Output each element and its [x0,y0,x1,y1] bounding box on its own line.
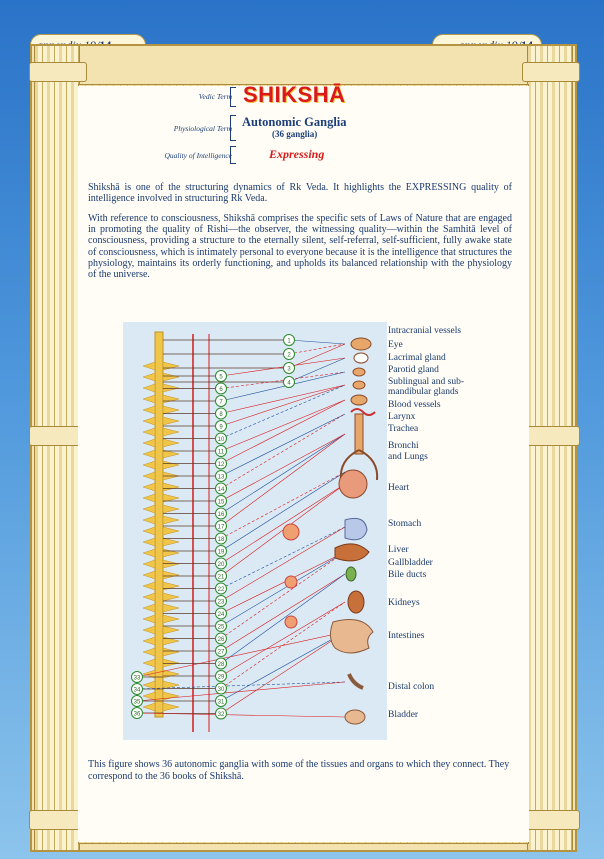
spine-spike [143,626,155,634]
nerve-fiber [289,344,345,354]
consciousness-paragraph: With reference to consciousness, Shikshā comprises the specific sets of Laws of Nature that are engaged in promoting the quality of Rishi—the observer, the witnessing quality—within the Samhitā level of consciousness, providing a structure to the eternally silent, self-referral, self-sufficient, fully awake state of consciousness, which is intimately personal to everyone because it is the intelligence that structures the physiology, maintains its orderly functioning, and upholds its balanced relationship with the physiology of the universe. [88,213,512,281]
spinal-cord [155,332,163,717]
ganglion-label: 3 [287,366,291,373]
spine-spike [143,582,155,590]
spine-spike [163,428,179,436]
celiac-plexus [283,524,299,540]
spine-spike [163,604,179,612]
nerve-fiber [221,372,345,401]
ganglion-label: 12 [217,461,225,468]
spine-spike [163,593,179,601]
kidney-organ [348,591,364,613]
nerve-fiber [221,574,345,664]
organ-label-submandibular: mandibular glands [388,387,459,397]
spine-spike [163,373,179,381]
organ-label-heart: Heart [388,483,410,493]
lacrimal-organ [353,368,365,376]
quality-label: Quality of Intelligence [164,151,232,160]
nerve-fiber [221,632,345,701]
spine-spike [143,472,155,480]
physiological-bracket [230,115,236,141]
organ-label-liver: Liver [388,545,409,555]
spine-spike [163,406,179,414]
spine-spike [163,659,179,667]
stomach-organ [345,518,367,539]
spine-spike [143,384,155,392]
spine-spike [143,527,155,535]
organ-label-lungs: and Lungs [388,452,428,462]
spine-spike [143,428,155,436]
spine-spike [143,703,155,711]
spine-spike [163,560,179,568]
nerve-fiber [221,472,345,539]
spine-spike [163,615,179,623]
vedic-bracket [230,87,236,107]
organ-label-parotid-gland: Parotid gland [388,365,439,375]
spine-spike [143,406,155,414]
ganglion-label: 36 [133,711,141,718]
ganglion-label: 19 [217,549,225,556]
intestines-organ [330,620,373,653]
ganglion-label: 35 [133,699,141,706]
spine-spike [143,494,155,502]
distal-colon-organ [349,674,363,688]
nerve-fiber [219,411,345,489]
organ-label-gallbladder: Gallbladder [388,558,433,568]
ganglion-label: 14 [217,486,225,493]
nerve-fiber [221,527,345,601]
spine-spike [163,483,179,491]
liver-organ [335,544,369,561]
intracranial-vessel-organ [351,338,371,350]
nerve-fiber [137,713,345,717]
spine-spike [163,571,179,579]
spine-spike [163,670,179,678]
spine-spike [143,604,155,612]
column-capital [29,62,87,82]
nerve-fiber [221,552,345,626]
spine-spike [163,417,179,425]
ganglion-label: 6 [219,386,223,393]
organ-label-intracranial-vessels: Intracranial vessels [388,326,462,336]
vedic-term-label: Vedic Term [198,92,232,101]
ganglion-label: 18 [217,536,225,543]
ganglion-label: 31 [217,699,225,706]
trachea-organ [355,414,363,454]
ganglion-label: 26 [217,636,225,643]
organ-label-trachea: Trachea [388,424,419,434]
ganglion-label: 4 [287,380,291,387]
spine-spike [143,538,155,546]
organ-label-distal-colon: Distal colon [388,682,435,692]
spine-spike [163,395,179,403]
ganglion-label: 21 [217,574,225,581]
nerve-fiber [289,340,345,344]
organ-label-stomach: Stomach [388,519,422,529]
spine-spike [163,384,179,392]
spine-spike [163,692,179,700]
mesenteric-plexus [285,576,297,588]
ganglion-label: 30 [217,686,225,693]
ganglion-label: 7 [219,399,223,406]
ganglion-label: 32 [217,711,225,718]
nerve-fiber [221,574,345,651]
ganglion-label: 8 [219,411,223,418]
ganglion-label: 2 [287,352,291,359]
ganglion-label: 29 [217,674,225,681]
ganglion-label: 24 [217,611,225,618]
spine-spike [143,615,155,623]
organ-label-bladder: Bladder [388,710,419,720]
spine-spike [163,549,179,557]
spine-spike [143,549,155,557]
spine-spike [143,560,155,568]
spine-spike [163,626,179,634]
spine-spike [143,637,155,645]
spine-spike [163,505,179,513]
nerve-fiber [221,434,345,526]
quality-term: Expressing [269,147,325,161]
nerve-fiber [289,344,345,368]
right-column-ornament [527,46,573,850]
organ-label-sublingual: Sublingual and sub- [388,377,464,387]
ganglion-label: 23 [217,599,225,606]
spine-spike [163,648,179,656]
spine-spike [163,461,179,469]
spine-spike [163,516,179,524]
ganglion-label: 27 [217,649,225,656]
physiological-subterm: (36 ganglia) [272,129,318,139]
organ-label-kidneys: Kidneys [388,598,420,608]
vedic-term: SHIKSHĀ [243,82,346,107]
ganglion-label: 11 [217,449,225,456]
physiological-term: Autonomic Ganglia [242,115,347,129]
ganglia-diagram [123,322,387,740]
ganglion-label: 17 [217,524,225,531]
nerve-fiber [221,632,345,714]
ganglion-label: 20 [217,561,225,568]
spine-spike [143,516,155,524]
ganglion-label: 16 [217,511,225,518]
ganglion-label: 28 [217,661,225,668]
ganglion-label: 33 [133,675,141,682]
spine-spike [163,681,179,689]
organ-label-lacrimal-gland: Lacrimal gland [388,353,446,363]
nerve-fiber [221,358,345,376]
spine-spike [143,439,155,447]
spine-spike [143,571,155,579]
nerve-fiber [221,385,345,426]
spine-spike [143,593,155,601]
organ-label-blood-vessels: Blood vessels [388,400,441,410]
heart-organ [339,470,367,498]
ganglion-label: 13 [217,474,225,481]
organ-label-bronchi: Bronchi [388,441,419,451]
organ-label-larynx: Larynx [388,412,416,422]
bladder-organ [345,710,365,724]
column-base [522,810,580,830]
nerve-fiber [221,434,345,514]
spine-spike [163,362,179,370]
nerve-fiber [219,411,345,476]
nerve-fiber [221,385,345,439]
spine-spike [143,659,155,667]
parotid-organ [353,381,365,389]
spine-spike [143,450,155,458]
ganglion-label: 9 [219,424,223,431]
spine-spike [143,681,155,689]
nerve-fiber [221,434,345,501]
nerve-fiber [221,527,345,589]
ganglion-label: 25 [217,624,225,631]
ganglion-label: 15 [217,499,225,506]
ganglion-label: 34 [133,687,141,694]
spine-spike [143,505,155,513]
nerve-fiber [221,552,345,639]
left-column-ornament [34,46,80,850]
eye-organ [354,353,368,363]
ganglion-label: 22 [217,586,225,593]
salivary-organ [351,395,367,405]
ganglion-label: 1 [287,338,291,345]
intro-paragraph: Shikshā is one of the structuring dynamics of Rk Veda. It highlights the EXPRESSING quality of intelligence involved in structuring Rk Veda. [88,182,512,205]
gallbladder-organ [346,567,356,581]
organ-label-intestines: Intestines [388,631,425,641]
nerve-fiber [221,372,345,389]
column-capital [522,62,580,82]
ganglion-label: 10 [217,436,225,443]
nerve-fiber [221,472,345,551]
nerve-fiber [221,552,345,614]
spine-spike [143,373,155,381]
ganglion-label: 5 [219,374,223,381]
spine-spike [163,538,179,546]
column-band [522,426,580,446]
spine-spike [163,703,179,711]
spine-spike [143,648,155,656]
nerve-fiber [221,602,345,676]
organ-label-bile-ducts: Bile ducts [388,570,427,580]
ganglia-diagram-svg [123,322,387,740]
spine-spike [143,362,155,370]
spine-spike [143,461,155,469]
nerve-fiber [221,484,345,564]
spine-spike [143,483,155,491]
inferior-plexus [285,616,297,628]
organ-label-eye: Eye [388,340,403,350]
spine-spike [163,527,179,535]
spine-spike [163,439,179,447]
figure-caption: This figure shows 36 autonomic ganglia with some of the tissues and organs to which they connect. They correspond to the 36 books of Shikshā. [88,759,510,782]
spine-spike [143,692,155,700]
quality-bracket [230,146,236,164]
physiological-term-label: Physiological Term [173,124,232,133]
spine-spike [143,417,155,425]
spine-spike [143,395,155,403]
